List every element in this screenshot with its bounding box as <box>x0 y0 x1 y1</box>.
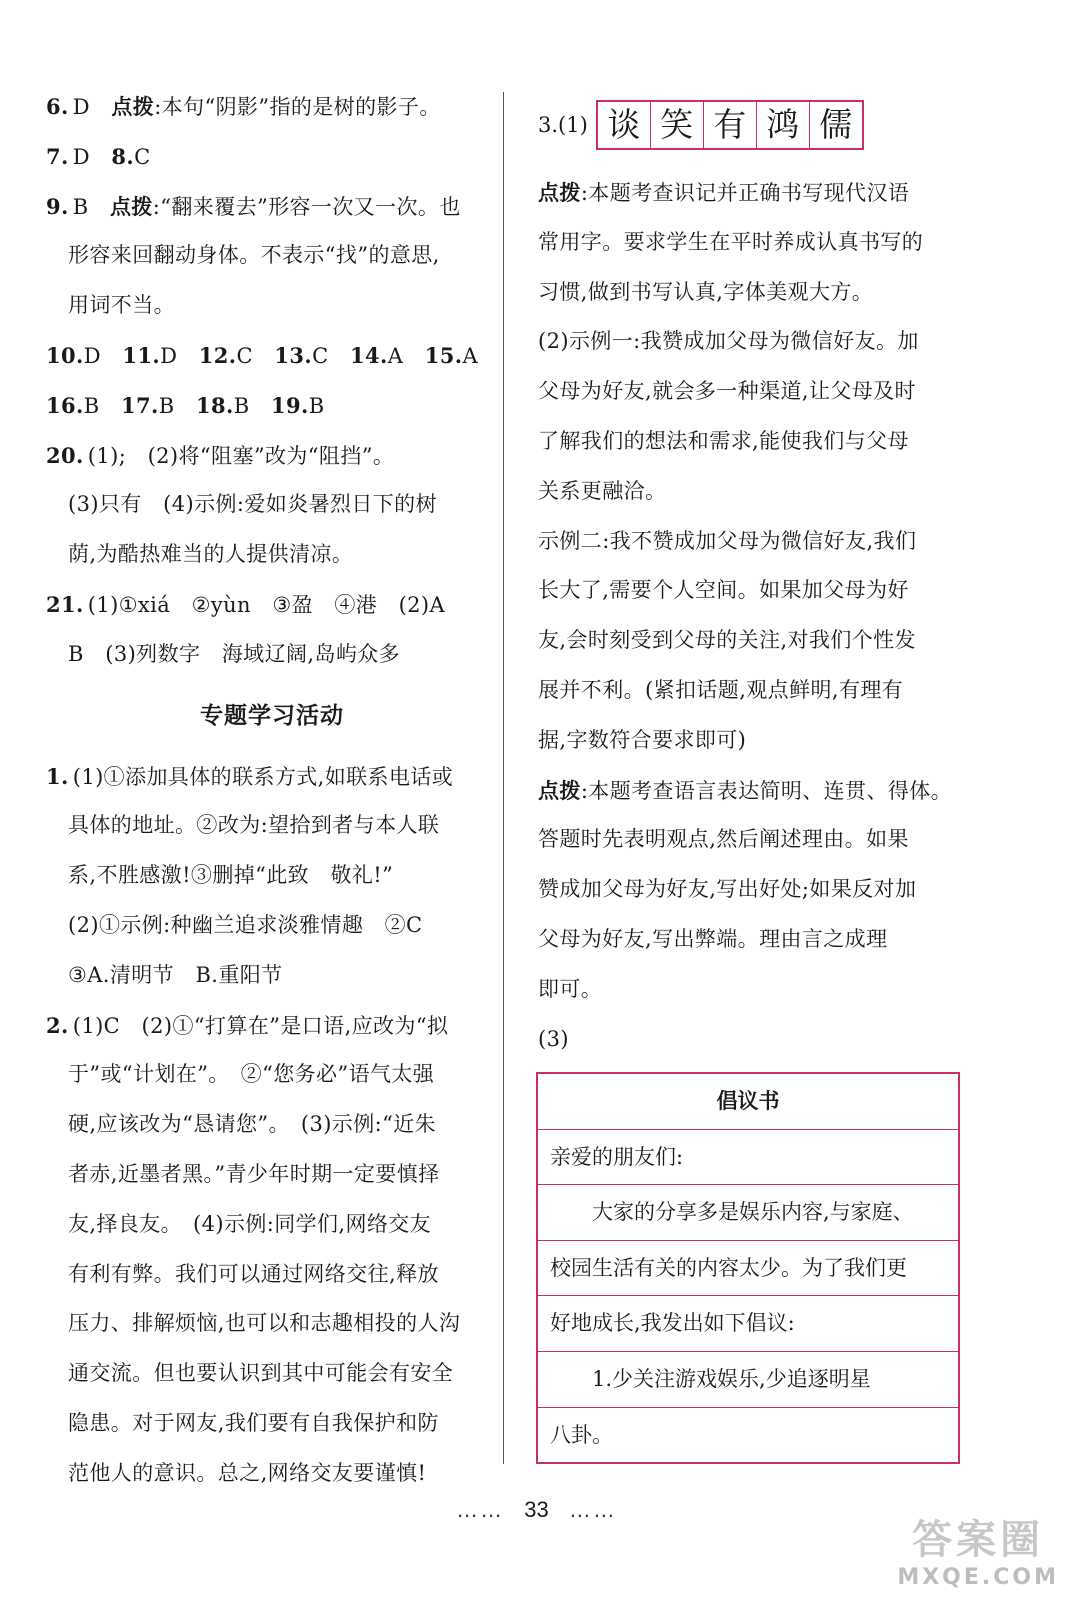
answer-continuation: 范他人的意识。总之,网络交友要谨慎! <box>68 1460 427 1485</box>
answer-line: 长大了,需要个人空间。如果加父母为好 <box>538 578 909 603</box>
answer-line: 父母为好友,写出弊端。理由言之成理 <box>538 926 888 951</box>
right-answer-lines <box>538 168 970 1064</box>
watermark-text: 答案圈 <box>912 1517 1045 1563</box>
proposal-title: 倡议书 <box>538 1074 958 1130</box>
question-3-label: 3.(1) <box>538 113 588 137</box>
answer-line: 6. D 点拨:本句“阴影”指的是树的影子。 <box>46 94 441 119</box>
proposal-row: 亲爱的朋友们: <box>538 1130 958 1186</box>
bold-term: 点拨 <box>111 94 155 119</box>
bold-term: 11. <box>122 342 161 368</box>
answer-continuation: ③A.清明节 B.重阳节 <box>68 962 283 987</box>
answer-continuation: 形容来回翻动身体。不表示“找”的意思, <box>68 243 440 268</box>
calligraphy-grid <box>596 100 864 150</box>
bold-term: 点拨 <box>538 777 581 803</box>
answer-continuation: 压力、排解烦恼,也可以和志趣相投的人沟 <box>68 1311 461 1336</box>
question-number: 21. <box>46 591 84 617</box>
bold-term: 17. <box>120 392 159 418</box>
proposal-row: 好地成长,我发出如下倡议: <box>538 1296 958 1352</box>
answer-line: 了解我们的想法和需求,能使我们与父母 <box>538 428 909 453</box>
answer-line: 9. B 点拨:“翻来覆去”形容一次又一次。也 <box>46 193 461 219</box>
answer-continuation: 硬,应该改为“恳请您”。 (3)示例:“近朱 <box>68 1112 437 1137</box>
section-title: 专题学习活动 <box>200 702 344 729</box>
answer-line: 父母为好友,就会多一种渠道,让父母及时 <box>538 379 916 404</box>
answer-line: 点拨:本题考查语言表达简明、连贯、得体。 <box>538 777 953 803</box>
answer-line: 示例二:我不赞成加父母为微信好友,我们 <box>538 528 917 553</box>
answer-continuation: 于”或“计划在”。 ②“您务必”语气太强 <box>68 1062 435 1087</box>
grid-char: 鸿 <box>757 102 810 148</box>
footer-dots: …… <box>456 1497 505 1522</box>
proposal-row: 校园生活有关的内容太少。为了我们更 <box>538 1241 958 1297</box>
answer-line: 点拨:本题考查识记并正确书写现代汉语 <box>538 180 910 205</box>
answer-line: (2)示例一:我赞成加父母为微信好友。加 <box>538 329 919 354</box>
footer-dots: …… <box>568 1497 617 1522</box>
answer-continuation: B (3)列数字 海域辽阔,岛屿众多 <box>68 641 401 666</box>
answer-continuation: 隐患。对于网友,我们要有自我保护和防 <box>68 1410 439 1435</box>
question-number: 7. <box>46 143 69 169</box>
watermark-logo <box>897 1508 1059 1590</box>
answer-line: 关系更融洽。 <box>538 478 667 503</box>
answer-line: 常用字。要求学生在平时养成认真书写的 <box>538 229 924 254</box>
grid-char: 儒 <box>819 105 853 144</box>
answer-line: 1. (1)①添加具体的联系方式,如联系电话或 <box>46 763 454 789</box>
answer-continuation: (2)①示例:种幽兰追求淡雅情趣 ②C <box>68 912 423 937</box>
answer-line: 友,会时刻受到父母的关注,对我们个性发 <box>538 628 916 653</box>
answer-continuation: 有利有弊。我们可以通过网络交往,释放 <box>68 1261 439 1286</box>
left-column <box>46 82 498 1499</box>
answer-line: 展并不利。(紧扣话题,观点鲜明,有理有 <box>538 677 904 702</box>
answer-line: (3) <box>538 1026 569 1051</box>
answer-line: 16.B 17.B 18.B 19.B <box>46 392 325 418</box>
bold-term: 10. <box>46 342 84 368</box>
answer-continuation: 友,择良友。 (4)示例:同学们,网络交友 <box>68 1211 432 1236</box>
question-number: 20. <box>46 442 84 468</box>
question-number: 6. <box>46 94 69 119</box>
column-divider <box>503 92 504 1464</box>
answer-line: 习惯,做到书写认真,字体美观大方。 <box>538 279 874 304</box>
bold-term: 点拨 <box>109 193 153 219</box>
bold-term: 12. <box>198 342 237 368</box>
bold-term: 14. <box>350 342 388 368</box>
bold-term: 18. <box>195 392 234 418</box>
proposal-row: 1.少关注游戏娱乐,少追逐明星 <box>538 1352 958 1408</box>
answer-continuation: 通交流。但也要认识到其中可能会有安全 <box>68 1361 454 1386</box>
bold-term: 19. <box>270 392 309 418</box>
answer-line: 答题时先表明观点,然后阐述理由。如果 <box>538 827 909 852</box>
question-number: 1. <box>46 763 69 789</box>
answer-line: 赞成加父母为好友,写出好处;如果反对加 <box>538 877 917 902</box>
proposal-row: 大家的分享多是娱乐内容,与家庭、 <box>538 1185 958 1241</box>
bold-term: 15. <box>424 342 463 368</box>
proposal-row: 八卦。 <box>550 1422 613 1447</box>
watermark-url: MXQE.COM <box>897 1565 1059 1590</box>
right-column <box>538 82 970 1064</box>
answer-line: 据,字数符合要求即可) <box>538 727 747 752</box>
question-3-header <box>538 82 970 168</box>
answer-line: 10.D 11.D 12.C 13.C 14.A 15.A <box>46 342 479 368</box>
question-number: 9. <box>46 193 69 219</box>
answer-continuation: 具体的地址。②改为:望拾到者与本人联 <box>68 813 440 838</box>
grid-char: 笑 <box>651 102 704 148</box>
answer-continuation: 荫,为酷热难当的人提供清凉。 <box>68 542 354 567</box>
grid-char: 谈 <box>598 102 651 148</box>
answer-continuation: 用词不当。 <box>68 293 175 318</box>
answer-line: 7. D 8.C <box>46 143 151 169</box>
answer-line: 21. (1)①xiá ②yùn ③盈 ④港 (2)A <box>46 591 446 617</box>
bold-term: 8. <box>111 143 135 169</box>
bold-term: 13. <box>274 342 313 368</box>
answer-line: 即可。 <box>538 976 603 1001</box>
bold-term: 点拨 <box>538 180 581 205</box>
question-number: 2. <box>46 1012 69 1038</box>
proposal-letter-box <box>536 1072 960 1464</box>
answer-continuation: 系,不胜感激!③删掉“此致 敬礼!” <box>68 863 394 888</box>
page-number: 33 <box>524 1497 549 1522</box>
answer-continuation: 者赤,近墨者黑。”青少年时期一定要慎择 <box>68 1161 440 1186</box>
grid-char: 有 <box>704 102 757 148</box>
answer-continuation: (3)只有 (4)示例:爱如炎暑烈日下的树 <box>68 492 437 517</box>
answer-line: 2. (1)C (2)①“打算在”是口语,应改为“拟 <box>46 1012 449 1038</box>
bold-term: 16. <box>46 392 84 418</box>
answer-line: 20. (1); (2)将“阻塞”改为“阻挡”。 <box>46 442 395 468</box>
